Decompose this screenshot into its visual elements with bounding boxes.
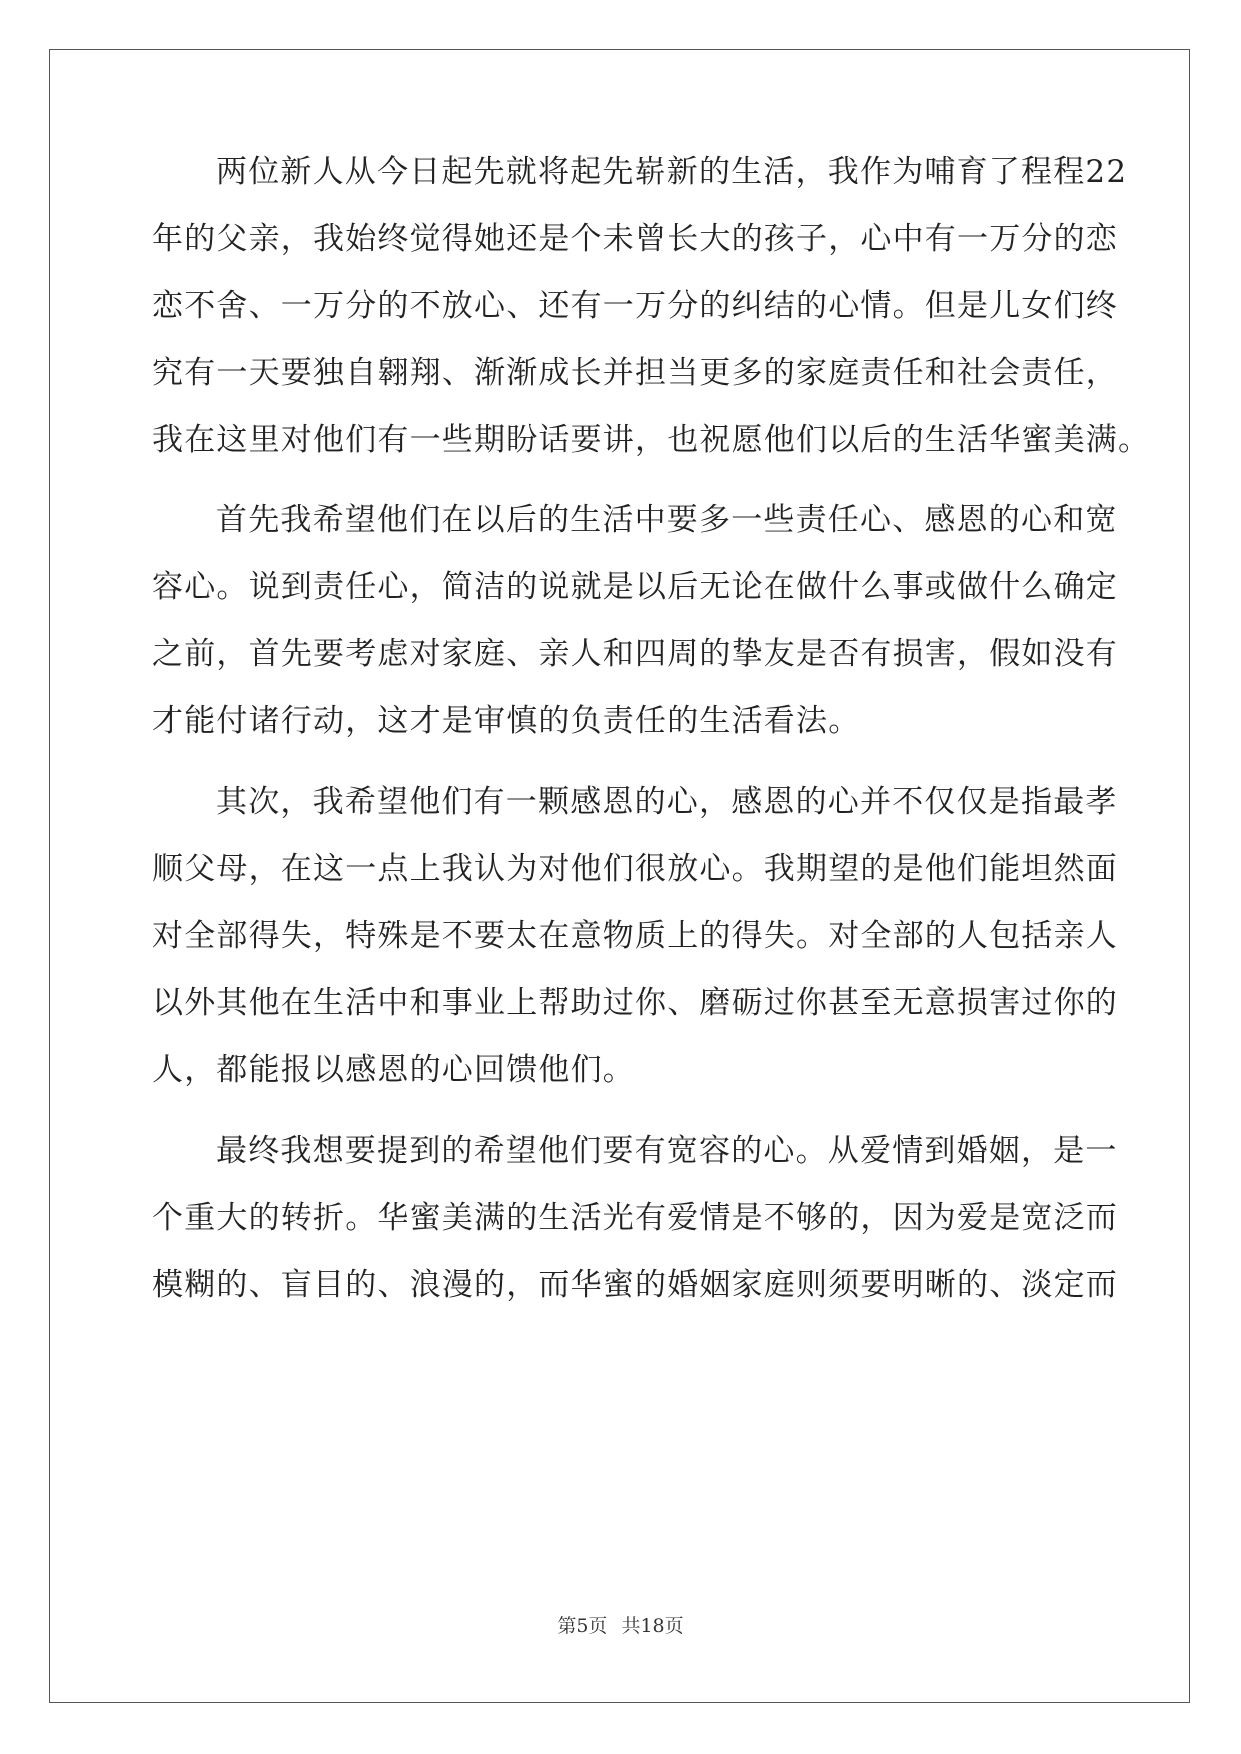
paragraph-4-line-3: 模糊的、盲目的、浪漫的，而华蜜的婚姻家庭则须要明晰的、淡定而 <box>152 1267 1118 1303</box>
paragraph-2-line-4: 才能付诸行动，这才是审慎的负责任的生活看法。 <box>152 703 861 739</box>
paragraph-3-line-5: 人，都能报以感恩的心回馈他们。 <box>152 1052 635 1088</box>
paragraph-4-line-1: 最终我想要提到的希望他们要有宽容的心。从爱情到婚姻，是一 <box>216 1133 1118 1169</box>
paragraph-1-line-3: 恋不舍、一万分的不放心、还有一万分的纠结的心情。但是儿女们终 <box>152 288 1118 324</box>
page-footer <box>0 1611 1241 1638</box>
paragraph-1-line-4: 究有一天要独自翱翔、渐渐成长并担当更多的家庭责任和社会责任， <box>152 355 1118 391</box>
paragraph-3-line-2: 顺父母，在这一点上我认为对他们很放心。我期望的是他们能坦然面 <box>152 851 1118 887</box>
paragraph-4-line-2: 个重大的转折。华蜜美满的生活光有爱情是不够的，因为爱是宽泛而 <box>152 1200 1118 1236</box>
paragraph-1-line-2: 年的父亲，我始终觉得她还是个未曾长大的孩子，心中有一万分的恋 <box>152 221 1118 257</box>
paragraph-2-line-1: 首先我希望他们在以后的生活中要多一些责任心、感恩的心和宽 <box>216 502 1118 538</box>
paragraph-3-line-4: 以外其他在生活中和事业上帮助过你、磨砺过你甚至无意损害过你的 <box>152 985 1118 1021</box>
total-pages: 共18页 <box>621 1615 684 1637</box>
paragraph-2-line-2: 容心。说到责任心，简洁的说就是以后无论在做什么事或做什么确定 <box>152 569 1118 605</box>
paragraph-3-line-1: 其次，我希望他们有一颗感恩的心，感恩的心并不仅仅是指最孝 <box>216 784 1118 820</box>
paragraph-2-line-3: 之前，首先要考虑对家庭、亲人和四周的挚友是否有损害，假如没有 <box>152 636 1118 672</box>
paragraph-1-line-5: 我在这里对他们有一些期盼话要讲，也祝愿他们以后的生活华蜜美满。 <box>152 422 1151 458</box>
paragraph-1-line-1: 两位新人从今日起先就将起先崭新的生活，我作为哺育了程程22 <box>216 154 1128 190</box>
paragraph-3-line-3: 对全部得失，特殊是不要太在意物质上的得失。对全部的人包括亲人 <box>152 918 1118 954</box>
current-page-number: 第5页 <box>557 1615 608 1637</box>
